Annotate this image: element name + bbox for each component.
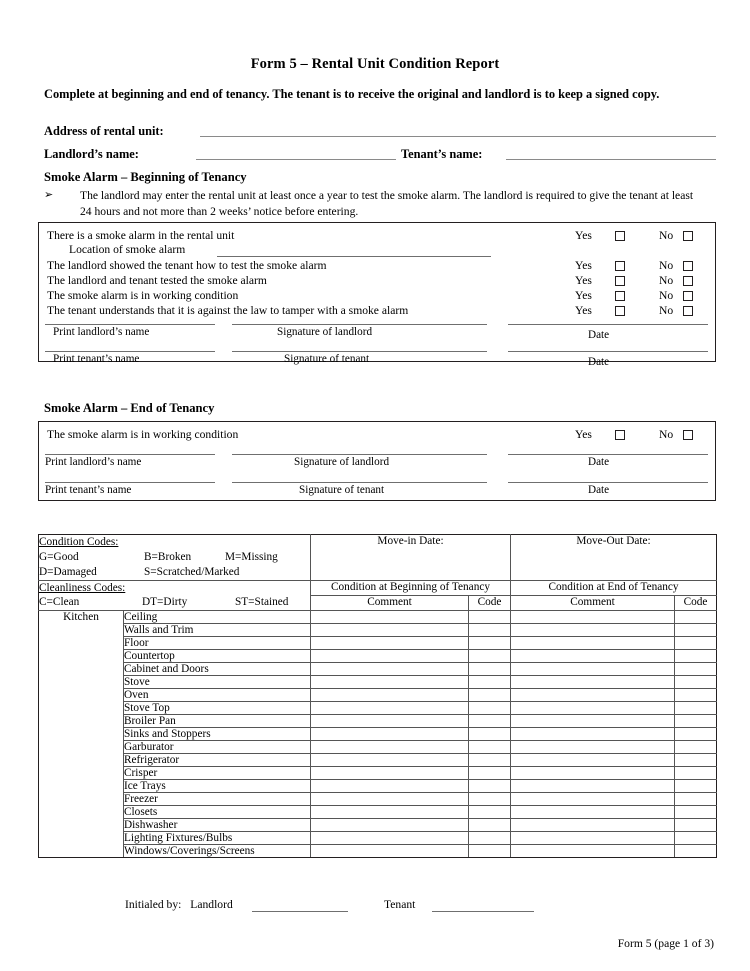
condition-code-1-b: S=Scratched/Marked [144,565,240,578]
end-comment-cell[interactable] [511,819,675,832]
initials-landlord-label: Landlord [190,898,233,911]
end-code-header: Code [675,596,717,611]
cleanliness-codes-cell [39,580,311,611]
begin-comment-cell[interactable] [311,845,469,858]
smoke-end-box [38,421,716,501]
begin-comment-cell[interactable] [311,741,469,754]
end-comment-cell[interactable] [511,611,675,624]
smoke-end-print-landlord-caption: Print landlord’s name [45,456,142,468]
end-comment-cell[interactable] [511,754,675,767]
end-code-cell[interactable] [675,637,717,650]
end-tenancy-header: Condition at End of Tenancy [511,580,717,595]
begin-code-cell[interactable] [469,624,511,637]
item-label: Crisper [124,767,311,780]
landlord-name-input[interactable] [196,159,396,160]
condition-codes-line-1 [39,565,310,580]
end-code-cell[interactable] [675,741,717,754]
table-row [39,767,717,780]
table-row [39,715,717,728]
smoke-row-0-yes-checkbox[interactable] [615,231,625,241]
table-row [39,741,717,754]
tenant-name-label: Tenant’s name: [401,147,483,161]
smoke-begin-box [38,222,716,368]
end-comment-cell[interactable] [511,637,675,650]
smoke-begin-date-tenant-input[interactable] [508,351,708,352]
smoke-row-0-label: There is a smoke alarm in the rental unit [47,229,235,242]
smoke-row-1-label: The landlord showed the tenant how to test the smoke alarm [47,259,327,272]
smoke-row-0-no-label: No [659,229,674,242]
end-code-cell[interactable] [675,715,717,728]
begin-code-cell[interactable] [469,728,511,741]
begin-comment-cell[interactable] [311,624,469,637]
begin-comment-cell[interactable] [311,793,469,806]
item-label: Dishwasher [124,819,311,832]
room-label-kitchen: Kitchen [39,611,124,858]
item-label: Stove Top [124,702,311,715]
smoke-begin-heading: Smoke Alarm – Beginning of Tenancy [44,170,247,184]
begin-code-cell[interactable] [469,676,511,689]
smoke-row-3-yes-label: Yes [575,289,592,302]
item-label: Walls and Trim [124,624,311,637]
smoke-location-input[interactable] [217,256,491,257]
item-label: Lighting Fixtures/Bulbs [124,832,311,845]
smoke-end-date-landlord-input[interactable] [508,454,708,455]
initials-row [125,898,233,911]
begin-code-cell[interactable] [469,780,511,793]
item-label: Garburator [124,741,311,754]
begin-comment-cell[interactable] [311,806,469,819]
item-label: Freezer [124,793,311,806]
cleanliness-codes-title: Cleanliness Codes: [39,581,126,594]
initials-prefix: Initialed by: [125,898,182,911]
page-title: Form 5 – Rental Unit Condition Report [250,56,500,72]
condition-table [38,534,717,858]
cleanliness-code-0-b: DT=Dirty [142,596,188,609]
begin-code-header: Code [469,596,511,611]
smoke-end-row-label: The smoke alarm is in working condition [47,428,239,441]
smoke-end-heading: Smoke Alarm – End of Tenancy [44,401,215,415]
begin-comment-cell[interactable] [311,819,469,832]
begin-code-cell[interactable] [469,832,511,845]
end-code-cell[interactable] [675,845,717,858]
smoke-end-yes-label: Yes [575,428,592,441]
move-in-date-label: Move-in Date: [377,535,444,547]
smoke-row-2-yes-checkbox[interactable] [615,276,625,286]
smoke-begin-sign-tenant-input[interactable] [232,351,487,352]
item-label: Refrigerator [124,754,311,767]
table-row [39,728,717,741]
end-code-cell[interactable] [675,611,717,624]
smoke-begin-note [44,188,706,220]
begin-code-cell[interactable] [469,845,511,858]
smoke-begin-date-tenant-caption: Date [588,356,610,368]
smoke-begin-date-landlord-caption: Date [588,329,610,341]
item-label: Sinks and Stoppers [124,728,311,741]
smoke-row-1-yes-checkbox[interactable] [615,261,625,271]
end-comment-cell[interactable] [511,832,675,845]
end-comment-cell[interactable] [511,728,675,741]
table-row [39,832,717,845]
initials-tenant-label: Tenant [384,898,416,911]
table-row [39,806,717,819]
move-in-date-cell[interactable] [311,535,511,581]
smoke-begin-note-text: The landlord may enter the rental unit at least once a year to test the smoke alarm. The landlord is required to give the tenant at least 24 hours and not more than 2 weeks’ notice before entering. [80,189,694,218]
smoke-row-4-yes-checkbox[interactable] [615,306,625,316]
smoke-end-sign-landlord-caption: Signature of landlord [294,456,390,468]
begin-comment-cell[interactable] [311,611,469,624]
begin-code-cell[interactable] [469,715,511,728]
smoke-begin-print-tenant-caption: Print tenant’s name [53,353,140,365]
smoke-location-label: Location of smoke alarm [69,243,186,256]
begin-code-cell[interactable] [469,819,511,832]
smoke-end-yes-checkbox[interactable] [615,430,625,440]
end-comment-cell[interactable] [511,650,675,663]
begin-code-cell[interactable] [469,793,511,806]
begin-comment-cell[interactable] [311,702,469,715]
begin-code-cell[interactable] [469,650,511,663]
table-row [39,611,717,624]
begin-comment-cell[interactable] [311,767,469,780]
address-input[interactable] [200,136,716,137]
smoke-row-1-yes-label: Yes [575,259,592,272]
end-comment-cell[interactable] [511,793,675,806]
smoke-row-4-label: The tenant understands that it is against the law to tamper with a smoke alarm [47,304,409,317]
smoke-end-sign-tenant-caption: Signature of tenant [299,484,385,496]
begin-code-cell[interactable] [469,767,511,780]
end-code-cell[interactable] [675,780,717,793]
begin-comment-cell[interactable] [311,676,469,689]
smoke-row-4-no-label: No [659,304,674,317]
item-label: Stove [124,676,311,689]
initials-tenant-input[interactable] [432,911,534,912]
end-comment-cell[interactable] [511,741,675,754]
condition-code-0-b: B=Broken [144,550,192,563]
end-code-cell[interactable] [675,663,717,676]
item-label: Floor [124,637,311,650]
end-code-cell[interactable] [675,689,717,702]
item-label: Broiler Pan [124,715,311,728]
smoke-begin-sign-tenant-caption: Signature of tenant [284,353,370,365]
arrowhead-bullet-icon: ➢ [44,188,54,201]
begin-comment-cell[interactable] [311,663,469,676]
smoke-begin-sign-landlord-input[interactable] [232,324,487,325]
end-comment-cell[interactable] [511,845,675,858]
condition-codes-title: Condition Codes: [39,536,119,548]
smoke-row-3-yes-checkbox[interactable] [615,291,625,301]
begin-comment-cell[interactable] [311,754,469,767]
smoke-row-2-no-checkbox[interactable] [683,276,693,286]
item-label: Ceiling [124,611,311,624]
intro-paragraph: Complete at beginning and end of tenancy. The tenant is to receive the original and landlord is to keep a signed copy. [44,87,660,101]
table-row [39,676,717,689]
end-comment-cell[interactable] [511,689,675,702]
begin-comment-cell[interactable] [311,728,469,741]
table-row [39,845,717,858]
begin-code-cell[interactable] [469,689,511,702]
table-row [39,780,717,793]
begin-comment-cell[interactable] [311,650,469,663]
smoke-row-3-no-checkbox[interactable] [683,291,693,301]
table-header-codes-row [39,535,717,581]
end-code-cell[interactable] [675,676,717,689]
smoke-end-date-landlord-caption: Date [588,456,610,468]
table-row [39,819,717,832]
address-label: Address of rental unit: [44,124,164,138]
smoke-row-4-no-checkbox[interactable] [683,306,693,316]
cleanliness-codes-line-0 [39,595,310,610]
begin-comment-cell[interactable] [311,832,469,845]
table-row [39,689,717,702]
smoke-begin-print-landlord-caption: Print landlord’s name [53,326,150,338]
end-comment-cell[interactable] [511,780,675,793]
condition-codes-line-0 [39,550,310,565]
smoke-end-sign-tenant-input[interactable] [232,482,487,483]
cleanliness-code-0-a: C=Clean [39,596,80,609]
tenant-name-input[interactable] [506,159,716,160]
condition-code-0-a: G=Good [39,550,79,563]
item-label: Windows/Coverings/Screens [124,845,311,858]
condition-code-1-a: D=Damaged [39,565,97,578]
smoke-end-print-landlord-input[interactable] [45,454,215,455]
smoke-end-sign-landlord-input[interactable] [232,454,487,455]
end-code-cell[interactable] [675,832,717,845]
end-code-cell[interactable] [675,702,717,715]
table-header-cleanliness-row [39,580,717,595]
item-label: Closets [124,806,311,819]
end-comment-header: Comment [511,596,675,611]
smoke-row-4-yes-label: Yes [575,304,592,317]
item-label: Cabinet and Doors [124,663,311,676]
table-row [39,793,717,806]
smoke-row-1-no-label: No [659,259,674,272]
end-comment-cell[interactable] [511,663,675,676]
smoke-row-0-yes-label: Yes [575,229,592,242]
smoke-row-1-no-checkbox[interactable] [683,261,693,271]
initials-landlord-input[interactable] [252,911,348,912]
end-code-cell[interactable] [675,819,717,832]
smoke-row-0-no-checkbox[interactable] [683,231,693,241]
smoke-end-no-label: No [659,428,674,441]
smoke-row-2-yes-label: Yes [575,274,592,287]
end-code-cell[interactable] [675,624,717,637]
begin-code-cell[interactable] [469,637,511,650]
table-row [39,650,717,663]
smoke-row-2-label: The landlord and tenant tested the smoke alarm [47,274,267,287]
smoke-row-3-label: The smoke alarm is in working condition [47,289,239,302]
smoke-end-print-tenant-input[interactable] [45,482,215,483]
begin-code-cell[interactable] [469,806,511,819]
begin-code-cell[interactable] [469,754,511,767]
smoke-row-3-no-label: No [659,289,674,302]
end-code-cell[interactable] [675,728,717,741]
table-row [39,637,717,650]
end-code-cell[interactable] [675,793,717,806]
smoke-end-date-tenant-caption: Date [588,484,610,496]
end-comment-cell[interactable] [511,806,675,819]
begin-comment-cell[interactable] [311,780,469,793]
item-label: Ice Trays [124,780,311,793]
end-comment-cell[interactable] [511,676,675,689]
begin-code-cell[interactable] [469,702,511,715]
table-row [39,663,717,676]
end-code-cell[interactable] [675,806,717,819]
table-row [39,624,717,637]
end-code-cell[interactable] [675,767,717,780]
smoke-row-2-no-label: No [659,274,674,287]
footer-page-number: Form 5 (page 1 of 3) [617,937,714,950]
condition-codes-cell [39,535,311,581]
end-comment-cell[interactable] [511,715,675,728]
move-out-date-cell[interactable] [511,535,717,581]
begin-tenancy-header: Condition at Beginning of Tenancy [311,580,511,595]
cleanliness-code-0-c: ST=Stained [235,596,289,609]
item-label: Countertop [124,650,311,663]
landlord-name-label: Landlord’s name: [44,147,139,161]
begin-code-cell[interactable] [469,741,511,754]
begin-comment-cell[interactable] [311,637,469,650]
begin-comment-cell[interactable] [311,715,469,728]
move-out-date-label: Move-Out Date: [576,535,651,547]
begin-comment-cell[interactable] [311,689,469,702]
item-label: Oven [124,689,311,702]
begin-code-cell[interactable] [469,611,511,624]
smoke-begin-print-tenant-input[interactable] [45,351,215,352]
table-row [39,702,717,715]
smoke-begin-print-landlord-input[interactable] [45,324,215,325]
smoke-end-no-checkbox[interactable] [683,430,693,440]
end-comment-cell[interactable] [511,624,675,637]
end-code-cell[interactable] [675,754,717,767]
begin-comment-header: Comment [311,596,469,611]
smoke-end-print-tenant-caption: Print tenant’s name [45,484,132,496]
table-row [39,754,717,767]
smoke-begin-sign-landlord-caption: Signature of landlord [277,326,373,338]
condition-code-0-c: M=Missing [225,550,278,563]
initials-tenant-label-wrap [384,898,415,911]
smoke-end-date-tenant-input[interactable] [508,482,708,483]
begin-code-cell[interactable] [469,663,511,676]
end-comment-cell[interactable] [511,702,675,715]
end-comment-cell[interactable] [511,767,675,780]
smoke-begin-date-landlord-input[interactable] [508,324,708,325]
end-code-cell[interactable] [675,650,717,663]
